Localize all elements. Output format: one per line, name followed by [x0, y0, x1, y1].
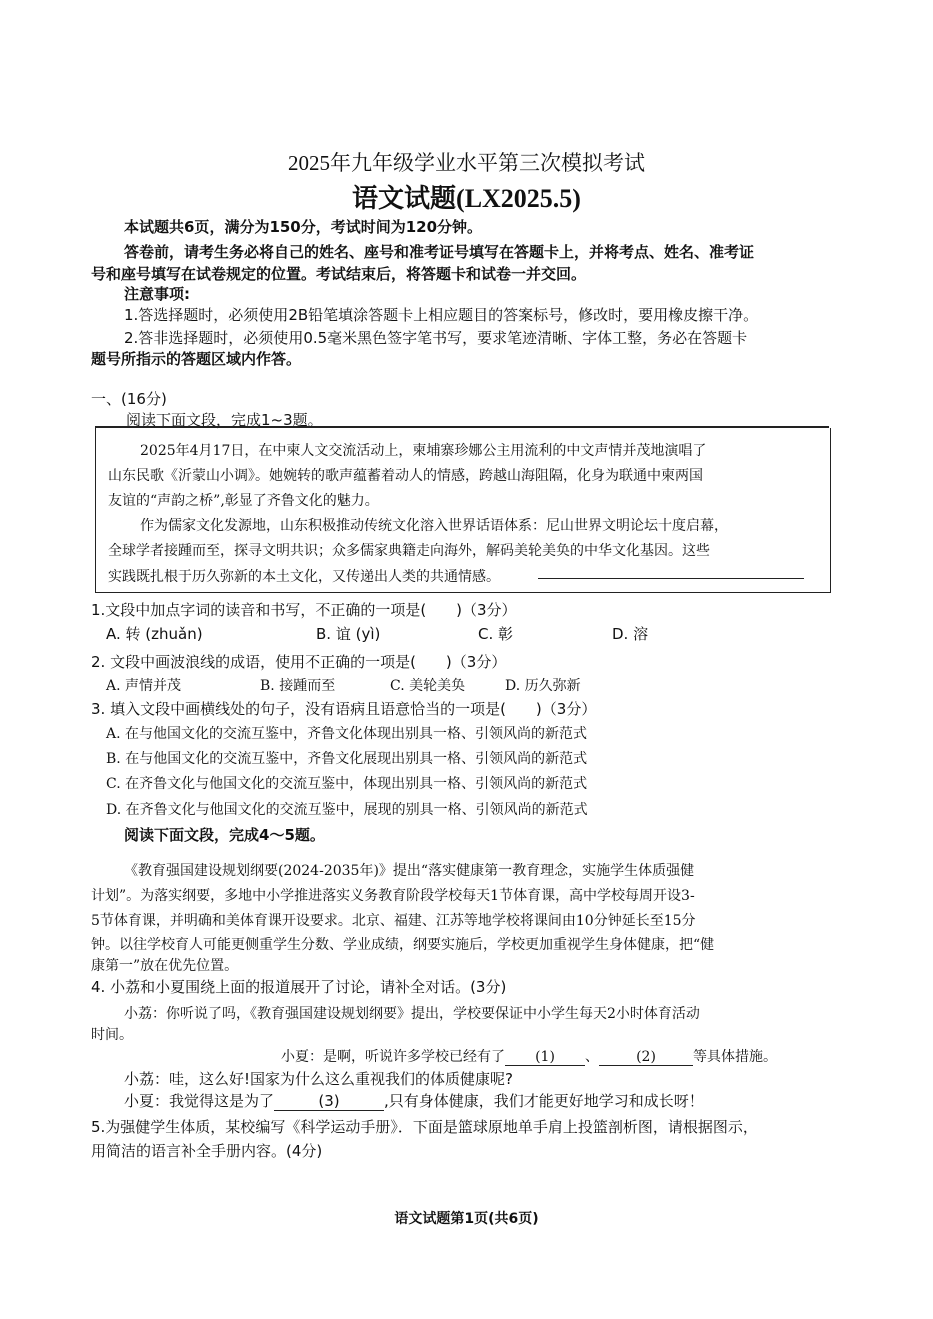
q4-blank-1[interactable]: (1) — [505, 1049, 585, 1066]
section-2-prompt: 阅读下面文段，完成4～5题。 — [124, 826, 325, 844]
q4-blank-3[interactable]: (3) — [274, 1092, 384, 1111]
passage-3-line-5: 康第一”放在优先位置。 — [91, 958, 239, 974]
q3-option-b: B. 在与他国文化的交流互鉴中，齐鲁文化展现出别具一格、引领风尚的新范式 — [106, 751, 588, 767]
q4-dialogue-2-lead: 小夏：是啊，听说许多学校已经有了 — [281, 1049, 505, 1065]
instruction-line-2b: 号和座号填写在试卷规定的位置。考试结束后，将答题卡和试卷一并交回。 — [91, 265, 587, 283]
q1-option-b: B. 谊 (yì) — [316, 625, 381, 643]
q4-dialogue-4-tail: ,只有身体健康，我们才能更好地学习和成长呀！ — [384, 1092, 704, 1110]
q4-dialogue-4 — [124, 1090, 704, 1111]
instruction-line-2a: 答卷前，请考生务必将自己的姓名、座号和准考证号填写在答题卡上，并将考点、姓名、准考证 — [124, 243, 755, 261]
passage-1-line-2: 山东民歌《沂蒙山小调》。她婉转的歌声蕴蓄着动人的情感，跨越山海阻隔，化身为联通中柬两国 — [108, 468, 703, 484]
q2-option-d: D. 历久弥新 — [505, 678, 581, 694]
q5-stem-line-1: 5.为强健学生体质，某校编写《科学运动手册》．下面是篮球原地单手肩上投篮剖析图，请根据图示， — [91, 1118, 758, 1136]
notice-item-2b: 题号所指示的答题区域内作答。 — [91, 350, 302, 368]
q4-blank-separator: 、 — [585, 1049, 599, 1065]
q4-dialogue-2 — [281, 1046, 777, 1066]
subject-title: 语文试题(LX2025.5) — [352, 184, 581, 213]
q4-dialogue-3: 小荔：哇，这么好!国家为什么这么重视我们的体质健康呢? — [124, 1070, 513, 1088]
q2-stem: 2. 文段中画波浪线的成语，使用不正确的一项是( )（3分） — [91, 653, 507, 671]
section-1-heading: 一、(16分) — [91, 390, 167, 408]
passage-3-line-4: 钟。以往学校育人可能更侧重学生分数、学业成绩，纲要实施后，学校更加重视学生身体健康，把“健 — [91, 937, 715, 953]
q2-option-c: C. 美轮美奂 — [390, 678, 466, 694]
q4-dialogue-1a: 小荔：你听说了吗，《教育强国建设规划纲要》提出，学校要保证中小学生每天2小时体育活动 — [124, 1006, 700, 1022]
passage-fill-line — [538, 578, 804, 579]
exam-title: 2025年九年级学业水平第三次模拟考试 — [288, 151, 645, 175]
q3-option-c: C. 在齐鲁文化与他国文化的交流互鉴中，体现出别具一格、引领风尚的新范式 — [106, 776, 588, 792]
passage-2-line-2: 全球学者接踵而至，探寻文明共识；众多儒家典籍走向海外，解码美轮美奂的中华文化基因。这些 — [108, 543, 710, 559]
passage-2-line-1: 作为儒家文化发源地，山东积极推动传统文化溶入世界话语体系：尼山世界文明论坛十度启幕， — [140, 518, 728, 534]
q3-stem: 3. 填入文段中画横线处的句子，没有语病且语意恰当的一项是( )（3分） — [91, 700, 597, 718]
notice-item-2a: 2.答非选择题时，必须使用0.5毫米黑色签字笔书写，要求笔迹清晰、字体工整，务必在答题卡 — [124, 329, 748, 347]
q4-stem: 4. 小荔和小夏围绕上面的报道展开了讨论，请补全对话。(3分) — [91, 978, 507, 996]
page-footer: 语文试题第1页(共6页) — [394, 1211, 539, 1227]
instruction-line-1: 本试题共6页，满分为150分，考试时间为120分钟。 — [124, 218, 483, 236]
q1-option-c: C. 彰 — [478, 625, 514, 643]
passage-3-line-1: 《教育强国建设规划纲要(2024-2035年)》提出“落实健康第一教育理念，实施学生体质强健 — [124, 863, 695, 879]
q1-option-a: A. 转 (zhuǎn) — [106, 625, 203, 643]
passage-3-line-3: 5节体育课，并明确和美体育课开设要求。北京、福建、江苏等地学校将课间由10分钟延长至15分 — [91, 913, 696, 929]
passage-1-line-3: 友谊的“声韵之桥”,彰显了齐鲁文化的魅力。 — [108, 493, 379, 509]
notice-heading: 注意事项: — [124, 285, 190, 303]
q1-stem: 1.文段中加点字词的读音和书写，不正确的一项是( )（3分） — [91, 601, 517, 619]
q2-option-b: B. 接踵而至 — [260, 678, 336, 694]
q4-blank-2[interactable]: (2) — [599, 1049, 693, 1066]
q4-dialogue-1b: 时间。 — [91, 1027, 133, 1043]
passage-2-line-3: 实践既扎根于历久弥新的本土文化，又传递出人类的共通情感。 — [108, 569, 500, 585]
q3-option-d: D. 在齐鲁文化与他国文化的交流互鉴中，展现的别具一格、引领风尚的新范式 — [106, 802, 588, 818]
q5-stem-line-2: 用简洁的语言补全手册内容。(4分) — [91, 1142, 323, 1160]
q4-dialogue-4-lead: 小夏：我觉得这是为了 — [124, 1092, 275, 1110]
passage-1-line-1: 2025年4月17日，在中柬人文交流活动上，柬埔寨珍娜公主用流利的中文声情并茂地演唱了 — [140, 443, 707, 459]
section-1-prompt: 阅读下面文段，完成1~3题。 — [126, 411, 323, 429]
q4-dialogue-2-tail: 等具体措施。 — [693, 1049, 777, 1065]
notice-item-1: 1.答选择题时，必须使用2B铅笔填涂答题卡上相应题目的答案标号，修改时，要用橡皮擦干净。 — [124, 306, 759, 324]
q2-option-a: A. 声情并茂 — [106, 678, 182, 694]
q3-option-a: A. 在与他国文化的交流互鉴中，齐鲁文化体现出别具一格、引领风尚的新范式 — [106, 726, 588, 742]
q1-option-d: D. 溶 — [612, 625, 649, 643]
passage-3-line-2: 计划”。为落实纲要，多地中小学推进落实义务教育阶段学校每天1节体育课，高中学校每周开设3- — [91, 888, 695, 904]
